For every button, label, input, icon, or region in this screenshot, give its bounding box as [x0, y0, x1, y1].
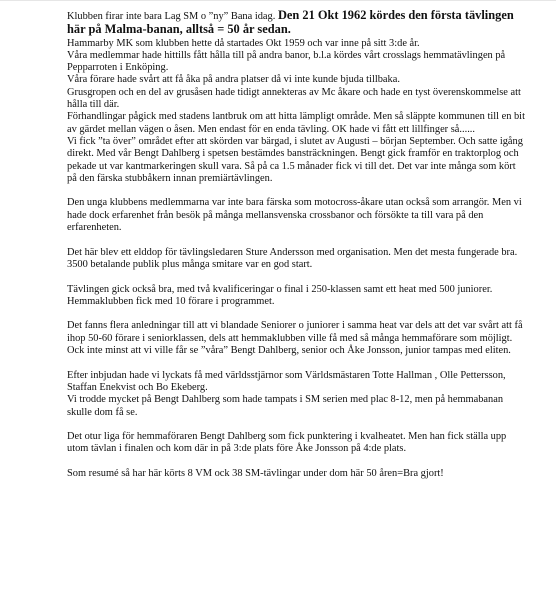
intro-bold-text: Den 21 Okt 1962 kördes den första tävlingen här på Malma-banan, alltså = 50 år sedan. — [67, 8, 514, 37]
paragraph-seniors-juniors: Det fanns flera anledningar till att vi blandade Seniorer o juniorer i samma heat var dels att det var svårt att få ihop 50-60 förare i seniorklassen, dels att hemmaklubben ville få med så många hemmaförare som möjligt. Ock inte minst att vi ville får se ”våra” Bengt Dahlberg, senior och Åke Jonsson, junior tampas med eliten. — [67, 320, 523, 357]
paragraph-club-members: Den unga klubbens medlemmarna var inte bara färska som motocross-åkare utan också som arrangör. Men vi hade dock erfarenhet från besök på många mellansvenska crossbanor och försökte ta till vara på den erfarenheten. — [67, 197, 522, 234]
scan-edge — [0, 0, 556, 1]
history-line-6: Vi fick ”ta över” området efter att skörden var bärgad, i slutet av Augusti – början September. Och satte igång direkt. Med vår Bengt Dahlberg i spetsen bestämdes bansträckningen. Bengt gick framför en traktorplog och pekade ut var kantmarkeringen skull vara. Så på ca 1.5 månader fick vi till det. Det var inte många som kört på den färska stubbåkern innan premiärtävlingen. — [67, 135, 523, 184]
history-line-2: Våra medlemmar hade hittills fått hålla till på andra banor, b.l.a kördes vårt crosslags hemmatävlingen på Pepparroten i Enköping. — [67, 49, 506, 74]
paragraph-puncture: Det otur liga för hemmaföraren Bengt Dahlberg som fick punktering i kvalheatet. Men han fick ställa upp utom tävlan i finalen och kom där in på 3:de plats före Åke Jonsson på 4:de plats. — [67, 431, 507, 455]
history-line-5: Förhandlingar pågick med stadens lantbruk om att hitta lämpligt område. Men så släppte kommunen till en bit av gärdet mellan vägen o åsen. Men endast för en enda tävling. OK hade vi fått ett lillfinger så...... — [67, 111, 525, 135]
history-line-3: Våra förare hade svårt att få åka på andra platser då vi inte kunde bjuda tillbaka. — [67, 74, 400, 86]
paragraph-expectation: Vi trodde mycket på Bengt Dahlberg som hade tampats i SM serien med plac 8-12, men på hemmabanan skulle dom få se. — [67, 394, 504, 418]
paragraph-organisation: Det här blev ett elddop för tävlingsledaren Sture Andersson med organisation. Men det mesta fungerade bra. 3500 betalande publik plus många smitare var en god start. — [67, 246, 518, 270]
paragraph-competition: Tävlingen gick också bra, med två kvalificeringar o final i 250-klassen samt ett heat med 500 juniorer. Hemmaklubben fick med 10 förare i programmet. — [67, 283, 493, 307]
intro-paragraph — [67, 9, 526, 38]
paragraph-invitation: Efter inbjudan hade vi lyckats få med världsstjärnor som Världsmästaren Totte Hallman , Olle Pettersson, Staffan Enekvist och Bo Ekeberg. — [67, 369, 506, 393]
paragraph-summary: Som resumé så har här körts 8 VM ock 38 SM-tävlingar under dom här 50 åren=Bra gjort! — [67, 467, 444, 479]
history-line-4: Grusgropen och en del av grusåsen hade tidigt annekteras av Mc åkare och hade en tyst överenskommelse att hålla till där. — [67, 86, 521, 111]
intro-text: Klubben firar inte bara Lag SM o ”ny” Bana idag. — [67, 11, 276, 22]
history-line-1: Hammarby MK som klubben hette då startades Okt 1959 och var inne på sitt 3:de år. — [67, 37, 420, 49]
